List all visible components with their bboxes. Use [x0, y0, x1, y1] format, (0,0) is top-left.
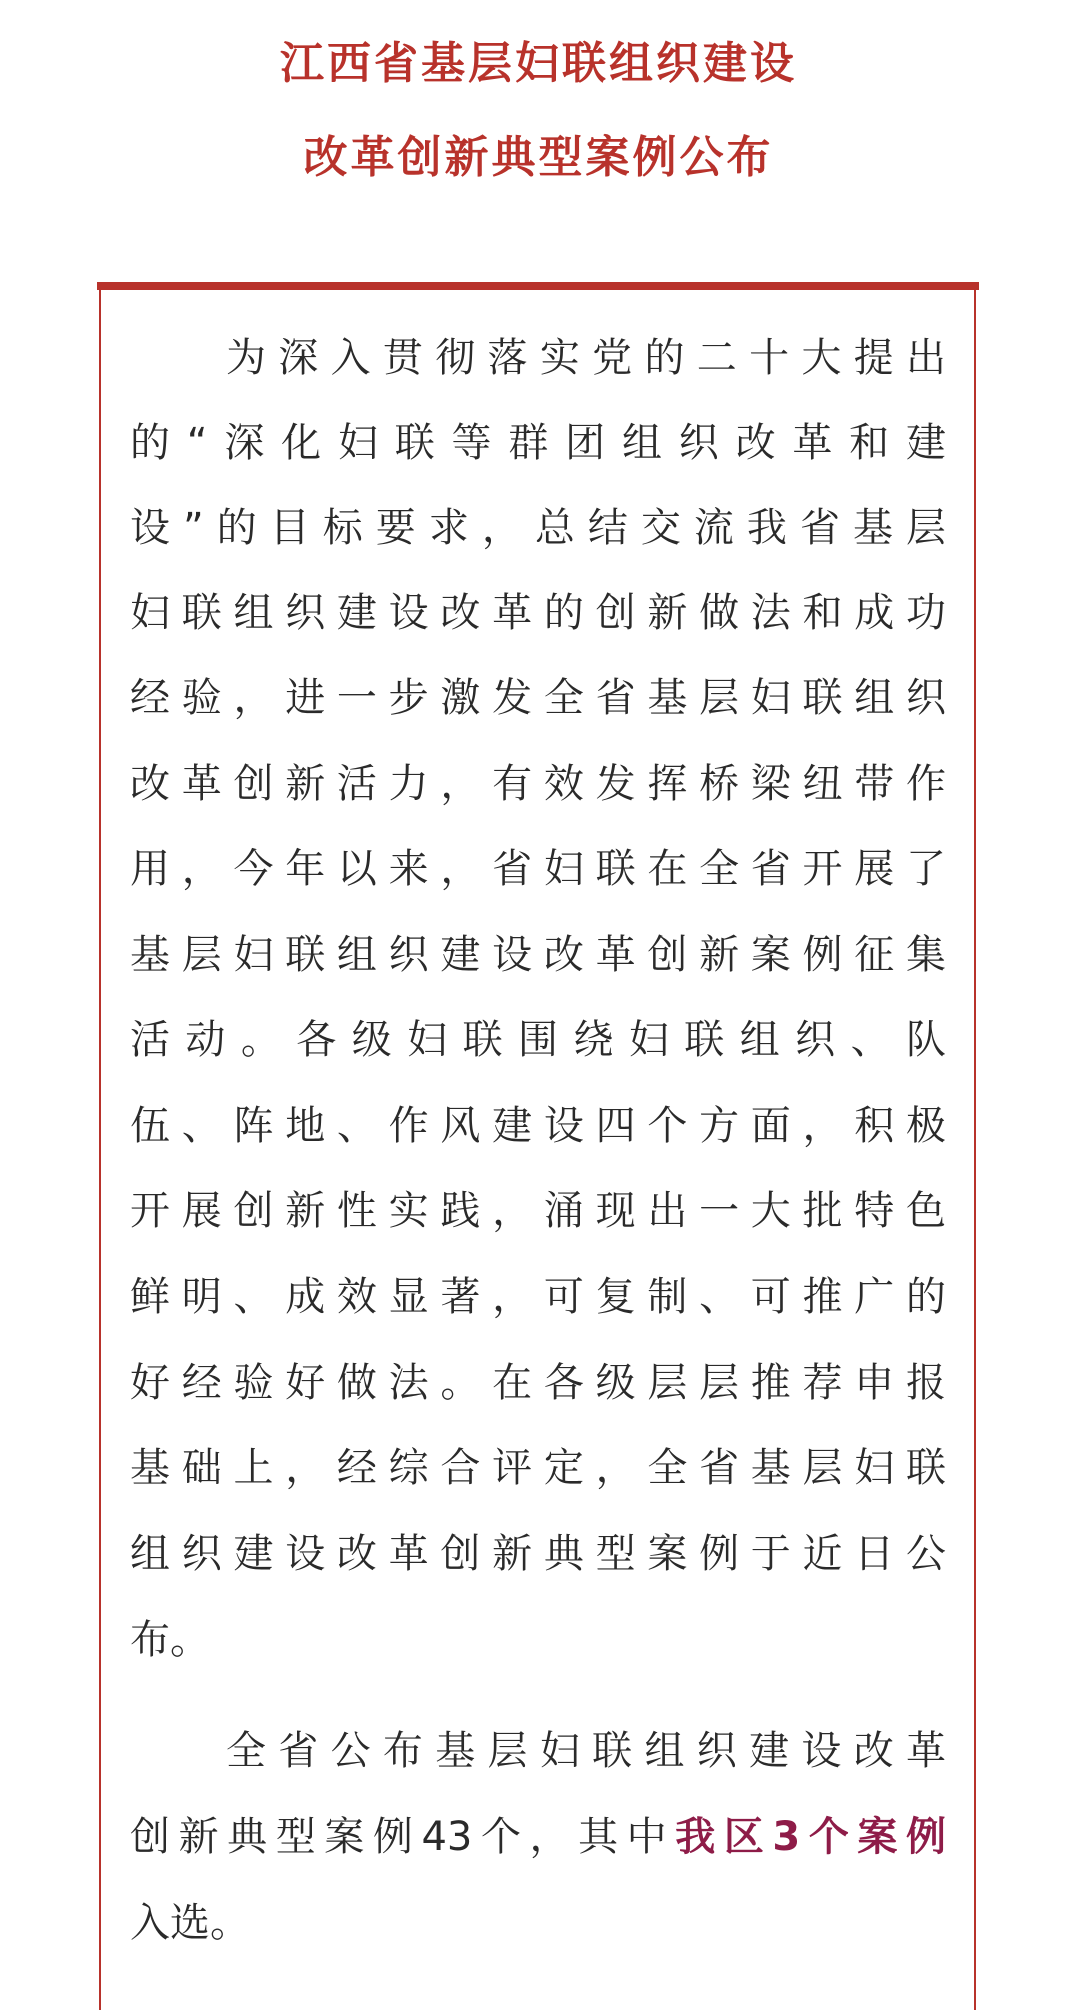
title-divider	[97, 282, 979, 290]
highlight-text: 我区3个案例	[675, 1814, 946, 1860]
paragraph-line: 用，今年以来，省妇联在全省开展了	[130, 846, 946, 892]
paragraph-line: 为深入贯彻落实党的二十大提出	[226, 335, 946, 381]
paragraph-line: 基础上，经综合评定，全省基层妇联	[130, 1445, 946, 1491]
paragraph-line	[130, 1809, 946, 1865]
paragraph-line: 好经验好做法。在各级层层推荐申报	[130, 1360, 946, 1406]
paragraph-text: 创新典型案例43个，其中	[130, 1814, 676, 1860]
paragraph-line: 开展创新性实践，涌现出一大批特色	[130, 1188, 946, 1234]
paragraph-line: 布。	[130, 1617, 210, 1663]
paragraph-line: 改革创新活力，有效发挥桥梁纽带作	[130, 761, 946, 807]
paragraph-line: 活动。各级妇联围绕妇联组织、队	[130, 1017, 946, 1063]
paragraph-line: 妇联组织建设改革的创新做法和成功	[130, 590, 946, 636]
paragraph-line: 鲜明、成效显著，可复制、可推广的	[130, 1274, 946, 1320]
article-title-line-1: 江西省基层妇联组织建设	[280, 38, 797, 89]
article-title-line-2: 改革创新典型案例公布	[303, 132, 774, 183]
paragraph-line: 伍、阵地、作风建设四个方面，积极	[130, 1103, 946, 1149]
paragraph-line: 设”的目标要求，总结交流我省基层	[130, 505, 946, 551]
paragraph-line: 全省公布基层妇联组织建设改革	[226, 1728, 946, 1774]
paragraph-line: 入选。	[130, 1900, 250, 1946]
paragraph-line: 经验，进一步激发全省基层妇联组织	[130, 675, 946, 721]
paragraph-line: 的“深化妇联等群团组织改革和建	[130, 420, 946, 466]
paragraph-line: 组织建设改革创新典型案例于近日公	[130, 1531, 946, 1577]
paragraph-line: 基层妇联组织建设改革创新案例征集	[130, 932, 946, 978]
